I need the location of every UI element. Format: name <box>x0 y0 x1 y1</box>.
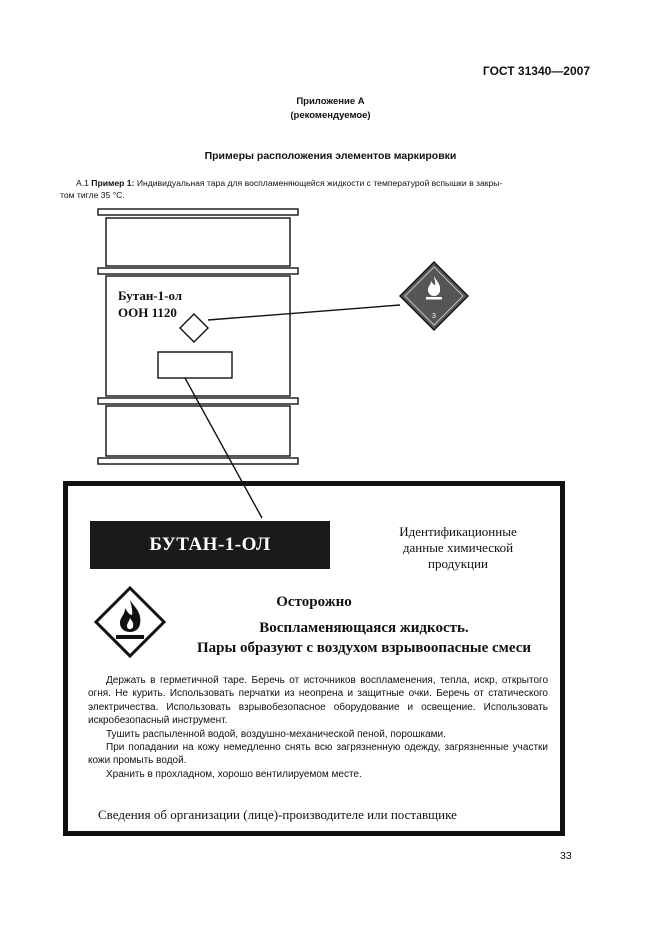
identification-line: данные химической <box>402 540 514 555</box>
example-text-line1: Индивидуальная тара для воспламеняющейся жидкости с температурой вспышки в закры- <box>136 178 503 188</box>
appendix-subtitle: (рекомендуемое) <box>290 110 371 121</box>
section-title: Примеры расположения элементов маркировки <box>204 150 457 162</box>
barrel-bottom-rim <box>98 458 298 464</box>
page-number: 33 <box>560 850 572 862</box>
barrel-marking <box>118 287 182 321</box>
identification-line: Идентификационные <box>399 524 517 539</box>
leader-line-sign <box>208 305 400 320</box>
precaution-item: При попадании на кожу немедленно снять всю загрязненную одежду, загрязненные участки кожи промыть водой. <box>88 742 548 767</box>
barrel-product-name: Бутан-1-ол <box>118 288 183 303</box>
precautionary-statements <box>88 674 548 781</box>
appendix-title: Приложение А <box>296 96 365 107</box>
hazard-line: Пары образуют с воздухом взрывоопасные смеси <box>196 640 532 656</box>
barrel-bottom-section <box>106 406 290 456</box>
identification-data <box>368 524 548 572</box>
example-number: А.1 <box>76 178 89 188</box>
barrel-top-section <box>106 218 290 266</box>
barrel-un-number: ООН 1120 <box>118 305 177 320</box>
barrel-top-rim <box>98 209 298 215</box>
barrel-upper-hoop <box>98 268 298 274</box>
precaution-item: Тушить распыленной водой, воздушно-механической пеной, порошками. <box>106 728 446 740</box>
signal-word: Осторожно <box>276 594 352 610</box>
example-text-line2: том тигле 35 °С. <box>60 190 125 200</box>
precaution-item: Держать в герметичной таре. Беречь от источников воспламенения, тепла, искр, открытого огня. Не курить. Использовать перчатки из неопрена и защитные очки. Беречь от статического электричества. Использовать взрывобезопасное оборудование и освещение. Использовать искробезопасный инструмент. <box>88 675 548 727</box>
barrel-label-placeholder <box>158 352 232 378</box>
hazard-statement <box>168 618 560 658</box>
sign-class-number: 3 <box>432 313 436 320</box>
standard-number: ГОСТ 31340—2007 <box>482 64 590 78</box>
barrel-diamond-marker <box>180 314 208 342</box>
precaution-item: Хранить в прохладном, хорошо вентилируемом месте. <box>106 768 362 780</box>
example-label: Пример 1: <box>91 178 135 188</box>
hazard-label <box>63 481 565 836</box>
product-name-band: БУТАН-1-ОЛ <box>90 521 330 569</box>
identification-line: продукции <box>428 556 488 571</box>
hazard-line: Воспламеняющаяся жидкость. <box>259 620 469 636</box>
transport-danger-sign <box>400 262 468 330</box>
supplier-info: Сведения об организации (лице)-производителе или поставщике <box>98 807 457 822</box>
